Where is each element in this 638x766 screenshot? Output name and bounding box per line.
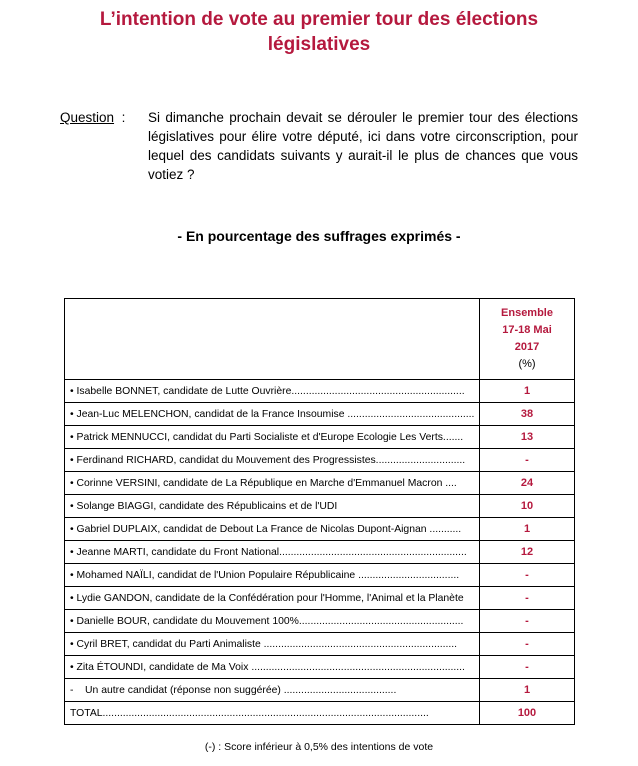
other-label: Un autre candidat (réponse non suggérée) ....................................... (85, 684, 397, 696)
table-row (65, 633, 575, 656)
column-header (480, 299, 575, 380)
other-candidate-row (65, 679, 575, 702)
row-value: - (480, 587, 575, 610)
table-row (65, 541, 575, 564)
column-header-line-4: (%) (518, 358, 536, 370)
row-label: • Cyril BRET, candidat du Parti Animaliste ................................................................... (65, 633, 480, 656)
table-row (65, 656, 575, 679)
column-header-line-3: 2017 (514, 341, 540, 353)
row-label: • Zita ÉTOUNDI, candidate de Ma Voix .......................................................................... (65, 656, 480, 679)
row-label: • Danielle BOUR, candidate du Mouvement 100%......................................................... (65, 610, 480, 633)
question-label: Question : (60, 110, 126, 125)
table-row (65, 518, 575, 541)
row-value: - (480, 633, 575, 656)
document-title (0, 7, 638, 57)
row-label: • Ferdinand RICHARD, candidat du Mouvement des Progressistes............................... (65, 449, 480, 472)
total-row (65, 702, 575, 725)
footnote: (-) : Score inférieur à 0,5% des intentions de vote (204, 741, 434, 753)
table-row (65, 472, 575, 495)
total-label: TOTAL................................................................................................................. (65, 702, 480, 725)
row-value: - (480, 610, 575, 633)
row-label: • Gabriel DUPLAIX, candidat de Debout La France de Nicolas Dupont-Aignan ........... (65, 518, 480, 541)
header-blank-cell (65, 299, 480, 380)
table-row (65, 495, 575, 518)
subtitle: - En pourcentage des suffrages exprimés - (177, 228, 461, 244)
column-header-line-1: Ensemble (501, 307, 553, 319)
row-label: • Jeanne MARTI, candidate du Front National................................................................. (65, 541, 480, 564)
row-label: • Lydie GANDON, candidate de la Confédération pour l'Homme, l'Animal et la Planète (65, 587, 480, 610)
row-label: • Corinne VERSINI, candidate de La République en Marche d'Emmanuel Macron .... (65, 472, 480, 495)
other-candidate-label (65, 679, 480, 702)
title-line-1: L’intention de vote au premier tour des élections (99, 9, 539, 30)
table-row (65, 610, 575, 633)
row-label: • Jean-Luc MELENCHON, candidat de la France Insoumise ............................................ (65, 403, 480, 426)
row-label: • Solange BIAGGI, candidate des Républicains et de l'UDI (65, 495, 480, 518)
column-header-line-2: 17-18 Mai (502, 324, 552, 336)
question-text: Si dimanche prochain devait se dérouler le premier tour des élections législatives pour élire votre député, ici dans votre circonscription, pour lequel des candidats suivants y aurait-il le plus de chances que vous votiez ? (148, 110, 578, 182)
table-header-row (65, 299, 575, 380)
other-candidate-value: 1 (480, 679, 575, 702)
table-row (65, 403, 575, 426)
row-value: 1 (480, 518, 575, 541)
row-label: • Patrick MENNUCCI, candidat du Parti Socialiste et d'Europe Ecologie Les Verts....... (65, 426, 480, 449)
table-row (65, 380, 575, 403)
results-table (64, 298, 575, 725)
table-row (65, 587, 575, 610)
row-value: - (480, 656, 575, 679)
row-value: 13 (480, 426, 575, 449)
row-value: - (480, 564, 575, 587)
row-label: • Isabelle BONNET, candidate de Lutte Ouvrière............................................................ (65, 380, 480, 403)
row-value: 12 (480, 541, 575, 564)
table-row (65, 449, 575, 472)
total-value: 100 (480, 702, 575, 725)
row-value: - (480, 449, 575, 472)
row-value: 1 (480, 380, 575, 403)
title-line-2: législatives (267, 34, 371, 55)
table-row (65, 564, 575, 587)
other-dash: - (70, 684, 74, 696)
row-value: 24 (480, 472, 575, 495)
row-label: • Mohamed NAÏLI, candidat de l'Union Populaire Républicaine ................................... (65, 564, 480, 587)
table-row (65, 426, 575, 449)
row-value: 10 (480, 495, 575, 518)
row-value: 38 (480, 403, 575, 426)
